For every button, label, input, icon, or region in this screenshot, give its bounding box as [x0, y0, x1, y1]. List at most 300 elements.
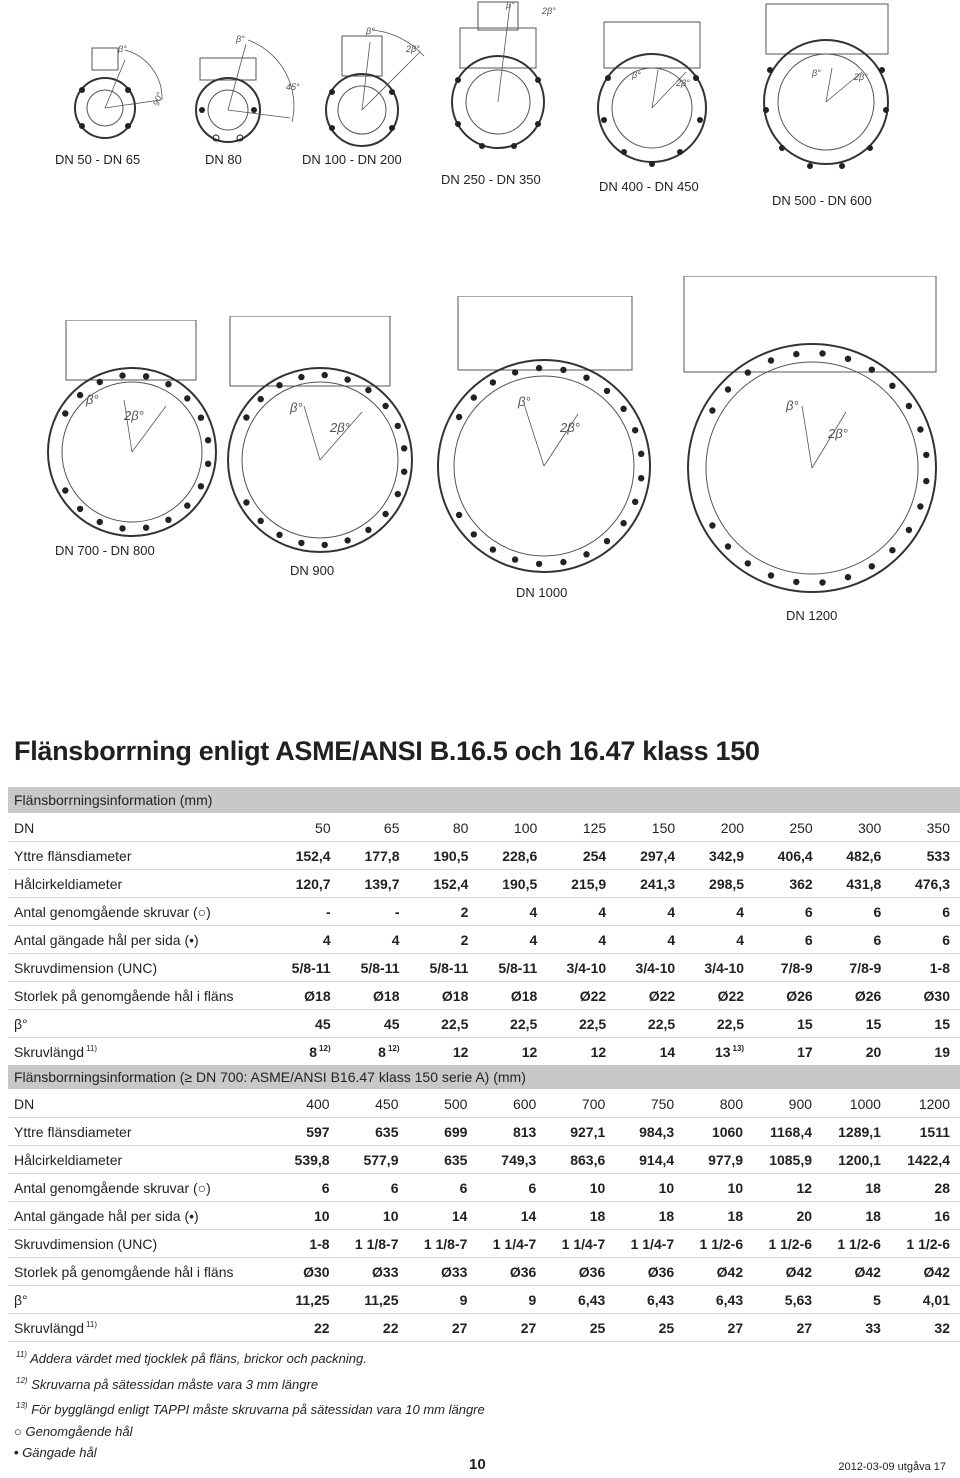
diagram-label-dn80: DN 80	[205, 152, 242, 167]
table-cell: -	[333, 898, 402, 926]
table-cell: 10	[676, 1174, 745, 1202]
table-cell: 6	[263, 1174, 331, 1202]
bolt-hole	[604, 388, 610, 394]
row-label: Skruvdimension (UNC)	[8, 954, 264, 982]
bolt-hole	[401, 469, 407, 475]
page-number: 10	[469, 1456, 486, 1473]
table-cell: 476,3	[883, 870, 960, 898]
table-cell: 45	[264, 1010, 333, 1038]
bolt-hole	[119, 525, 125, 531]
bolt-hole	[845, 574, 851, 580]
table-cell: 152,4	[264, 842, 333, 870]
bolt-hole	[620, 520, 626, 526]
bolt-hole	[344, 376, 350, 382]
table-cell: 1 1/2-6	[745, 1230, 814, 1258]
table-cell: 6	[883, 926, 960, 954]
table-cell: 4	[677, 898, 746, 926]
table-cell: 10	[607, 1174, 676, 1202]
beta-label: β°	[290, 400, 303, 415]
table-cell: 362	[746, 870, 815, 898]
bolt-hole	[906, 527, 912, 533]
table-cell: 152,4	[402, 870, 471, 898]
bolt-hole	[77, 506, 83, 512]
diagram-label-dn500-600: DN 500 - DN 600	[772, 193, 872, 208]
bolt-hole	[165, 381, 171, 387]
table-cell: 577,9	[332, 1146, 401, 1174]
table-cell: Ø26	[815, 982, 884, 1010]
table-cell: Ø33	[401, 1258, 470, 1286]
bolt-hole	[143, 525, 149, 531]
table-cell: 1060	[676, 1118, 745, 1146]
table-cell: 3/4-10	[539, 954, 608, 982]
bolt-hole	[725, 386, 731, 392]
table-cell: Ø36	[607, 1258, 676, 1286]
table-cell: 3/4-10	[608, 954, 677, 982]
row-label: Skruvlängd $^{11)}$	[8, 1038, 264, 1066]
table-cell: 18	[676, 1202, 745, 1230]
table-cell: 22	[263, 1314, 331, 1342]
two-beta-label: 2β°	[124, 408, 144, 423]
valve-drawing-dn100-200	[310, 22, 430, 152]
table-cell: 11,25	[263, 1286, 331, 1314]
table-cell: 1200,1	[814, 1146, 883, 1174]
table-cell: 7/8-9	[815, 954, 884, 982]
table-row	[8, 842, 960, 870]
bolt-hole	[819, 350, 825, 356]
table-cell: 12	[402, 1038, 471, 1066]
bolt-hole	[583, 551, 589, 557]
table-cell: 22,5	[608, 1010, 677, 1038]
bolt-hole	[322, 542, 328, 548]
table-cell: 1000	[814, 1090, 883, 1118]
beta-label: β°	[518, 394, 531, 409]
diagram-label-dn400-450: DN 400 - DN 450	[599, 179, 699, 194]
table-cell: 4	[470, 898, 539, 926]
table-cell: 80	[402, 814, 471, 842]
bolt-hole	[845, 356, 851, 362]
table-cell: 482,6	[815, 842, 884, 870]
beta-label: β°	[236, 34, 245, 44]
table-header: Flänsborrningsinformation (≥ DN 700: ASME/ANSI B16.47 klass 150 serie A) (mm)	[8, 1065, 960, 1090]
table-cell: 228,6	[470, 842, 539, 870]
row-label: Skruvdimension (UNC)	[8, 1230, 263, 1258]
diagram-label-dn700-800: DN 700 - DN 800	[55, 543, 155, 558]
bolt-hole	[298, 540, 304, 546]
bolt-hole	[62, 410, 68, 416]
table-cell: 1168,4	[745, 1118, 814, 1146]
bolt-hole	[536, 561, 542, 567]
table-row	[8, 1202, 960, 1230]
bolt-hole	[560, 559, 566, 565]
valve-drawing-dn700-800	[40, 320, 230, 540]
table-cell: 200	[677, 814, 746, 842]
bolt-hole	[395, 491, 401, 497]
table-cell: 927,1	[538, 1118, 607, 1146]
bolt-hole	[512, 556, 518, 562]
bolt-hole	[258, 518, 264, 524]
table-cell: 6,43	[676, 1286, 745, 1314]
table-cell: 5/8-11	[470, 954, 539, 982]
table-cell: 10	[263, 1202, 331, 1230]
row-label: Hålcirkeldiameter	[8, 1146, 263, 1174]
legend-threaded-hole: • Gängade hål	[14, 1445, 97, 1460]
table-cell: 4	[539, 926, 608, 954]
beta-label: β°	[506, 0, 515, 10]
table-row	[8, 982, 960, 1010]
bolt-hole	[62, 487, 68, 493]
table-cell: 17	[746, 1038, 815, 1066]
bolt-hole	[889, 547, 895, 553]
table-cell: 699	[401, 1118, 470, 1146]
table-cell: 3/4-10	[677, 954, 746, 982]
table-cell: 241,3	[608, 870, 677, 898]
angle-label: 90°	[150, 90, 166, 108]
bolt-hole	[198, 483, 204, 489]
table-cell: 10	[332, 1202, 401, 1230]
table-cell: 6	[401, 1174, 470, 1202]
bolt-hole	[382, 511, 388, 517]
bolt-hole	[745, 560, 751, 566]
angle-label: 45°	[286, 82, 300, 92]
bolt-hole	[512, 369, 518, 375]
table-cell: 215,9	[539, 870, 608, 898]
table-cell: 4	[677, 926, 746, 954]
bolt-hole	[583, 375, 589, 381]
table-cell: 27	[745, 1314, 814, 1342]
table-cell: 749,3	[469, 1146, 538, 1174]
valve-drawing-dn50-65	[70, 30, 180, 150]
table-row	[8, 1258, 960, 1286]
table-cell: 5/8-11	[402, 954, 471, 982]
table-cell: 6,43	[607, 1286, 676, 1314]
table-cell: 1-8	[883, 954, 960, 982]
table-row	[8, 926, 960, 954]
valve-drawing-dn900	[226, 316, 416, 556]
table-cell: 177,8	[333, 842, 402, 870]
beta-label: β°	[86, 392, 99, 407]
table-cell: 254	[539, 842, 608, 870]
row-label: DN	[8, 814, 264, 842]
table-cell: 342,9	[677, 842, 746, 870]
bolt-hole	[471, 531, 477, 537]
bolt-hole	[471, 394, 477, 400]
table-cell: 350	[883, 814, 960, 842]
table-cell: 20	[745, 1202, 814, 1230]
table-cell: 5/8-11	[264, 954, 333, 982]
table-cell: 22,5	[539, 1010, 608, 1038]
table-cell: 2	[402, 898, 471, 926]
table-cell: 120,7	[264, 870, 333, 898]
bolt-hole	[906, 403, 912, 409]
table-cell: 6	[469, 1174, 538, 1202]
table-cell: 190,5	[402, 842, 471, 870]
bolt-hole	[709, 522, 715, 528]
bolt-hole	[869, 563, 875, 569]
bolt-hole	[923, 478, 929, 484]
bolt-hole	[322, 372, 328, 378]
table-cell: 50	[264, 814, 333, 842]
table-cell: 1200	[883, 1090, 960, 1118]
table-cell: 18	[814, 1202, 883, 1230]
table-row	[8, 1314, 960, 1342]
row-label: Skruvlängd $^{11)}$	[8, 1314, 263, 1342]
table-row	[8, 1286, 960, 1314]
bolt-hole	[768, 572, 774, 578]
table-cell: 11,25	[332, 1286, 401, 1314]
diagram-label-dn1200: DN 1200	[786, 608, 838, 623]
table-cell: 914,4	[607, 1146, 676, 1174]
bolt-hole	[923, 452, 929, 458]
row-label: Antal genomgående skruvar (○)	[8, 898, 264, 926]
bolt-hole	[709, 407, 715, 413]
valve-drawing-dn400-450	[590, 20, 720, 170]
bolt-hole	[725, 543, 731, 549]
bolt-hole	[536, 365, 542, 371]
table-cell: 32	[883, 1314, 960, 1342]
table-cell: 863,6	[538, 1146, 607, 1174]
row-label: β°	[8, 1286, 263, 1314]
table-cell: Ø33	[332, 1258, 401, 1286]
table-cell: 533	[883, 842, 960, 870]
beta-label: β°	[786, 398, 799, 413]
table-cell: 28	[883, 1174, 960, 1202]
table-cell: 1 1/4-7	[607, 1230, 676, 1258]
flange-table-small	[8, 787, 960, 1066]
bolt-hole	[77, 392, 83, 398]
table-cell: 1-8	[263, 1230, 331, 1258]
table-cell: 7/8-9	[746, 954, 815, 982]
table-cell: 298,5	[677, 870, 746, 898]
table-row	[8, 1230, 960, 1258]
table-cell: 6	[883, 898, 960, 926]
table-cell: 6	[815, 926, 884, 954]
table-cell: 4	[608, 926, 677, 954]
table-cell: Ø42	[676, 1258, 745, 1286]
beta-label: β°	[632, 70, 641, 80]
footnote-13: $^{13)}$ För bygglängd enligt TAPPI måste skruvarna på sätessidan vara 10 mm längre	[16, 1401, 485, 1417]
bolt-hole	[793, 351, 799, 357]
bolt-hole	[298, 374, 304, 380]
table-cell: 5/8-11	[333, 954, 402, 982]
table-cell: 15	[746, 1010, 815, 1038]
table-cell: 12	[539, 1038, 608, 1066]
bolt-hole	[243, 414, 249, 420]
bolt-hole	[638, 451, 644, 457]
table-cell: 9	[469, 1286, 538, 1314]
table-row	[8, 1090, 960, 1118]
table-cell: Ø42	[745, 1258, 814, 1286]
valve-drawing-dn1000	[428, 296, 658, 586]
table-cell: 22,5	[677, 1010, 746, 1038]
page-title: Flänsborrning enligt ASME/ANSI B.16.5 och 16.47 klass 150	[14, 736, 760, 766]
table-cell: 9	[401, 1286, 470, 1314]
table-cell: 10	[538, 1174, 607, 1202]
bolt-hole	[768, 357, 774, 363]
table-cell: 406,4	[746, 842, 815, 870]
bolt-hole	[917, 426, 923, 432]
table-row	[8, 954, 960, 982]
table-cell: 100	[470, 814, 539, 842]
bolt-hole	[143, 373, 149, 379]
bolt-hole	[819, 579, 825, 585]
row-label: Hålcirkeldiameter	[8, 870, 264, 898]
table-cell: 13 $^{13)}$	[677, 1038, 746, 1066]
table-cell: Ø18	[264, 982, 333, 1010]
bolt-hole	[365, 527, 371, 533]
table-cell: 190,5	[470, 870, 539, 898]
bolt-hole	[205, 461, 211, 467]
table-cell: 431,8	[815, 870, 884, 898]
bolt-hole	[382, 403, 388, 409]
table-cell: Ø26	[746, 982, 815, 1010]
two-beta-label: 2β°	[854, 72, 868, 82]
table-row	[8, 1010, 960, 1038]
table-cell: 14	[469, 1202, 538, 1230]
two-beta-label: 2β°	[330, 420, 350, 435]
row-label: Antal gängade hål per sida (•)	[8, 1202, 263, 1230]
table-cell: 1422,4	[883, 1146, 960, 1174]
table-cell: 22	[332, 1314, 401, 1342]
table-cell: 16	[883, 1202, 960, 1230]
table-cell: 635	[332, 1118, 401, 1146]
table-cell: 250	[746, 814, 815, 842]
table-cell: 635	[401, 1146, 470, 1174]
table-row	[8, 1038, 960, 1066]
bolt-hole	[401, 445, 407, 451]
table-cell: 1 1/8-7	[332, 1230, 401, 1258]
bolt-hole	[165, 517, 171, 523]
table-cell: 14	[608, 1038, 677, 1066]
table-cell: Ø22	[608, 982, 677, 1010]
table-cell: 33	[814, 1314, 883, 1342]
table-cell: 6	[332, 1174, 401, 1202]
table-cell: 18	[607, 1202, 676, 1230]
bolt-hole	[638, 475, 644, 481]
table-row	[8, 814, 960, 842]
table-cell: 18	[538, 1202, 607, 1230]
table-cell: 4	[264, 926, 333, 954]
table-cell: 45	[333, 1010, 402, 1038]
beta-label: β°	[118, 44, 127, 54]
table-cell: 27	[469, 1314, 538, 1342]
bolt-hole	[456, 414, 462, 420]
table-cell: 597	[263, 1118, 331, 1146]
row-label: DN	[8, 1090, 263, 1118]
table-cell: Ø42	[814, 1258, 883, 1286]
table-cell: 18	[814, 1174, 883, 1202]
bolt-hole	[889, 383, 895, 389]
table-cell: 300	[815, 814, 884, 842]
table-cell: 1 1/4-7	[538, 1230, 607, 1258]
two-beta-label: 2β°	[560, 420, 580, 435]
table-cell: 19	[883, 1038, 960, 1066]
table-cell: 600	[469, 1090, 538, 1118]
row-label: β°	[8, 1010, 264, 1038]
row-label: Antal genomgående skruvar (○)	[8, 1174, 263, 1202]
table-cell: 1 1/2-6	[814, 1230, 883, 1258]
bolt-hole	[119, 372, 125, 378]
table-cell: 1 1/2-6	[676, 1230, 745, 1258]
footnote-11: $^{11)}$ Addera värdet med tjocklek på fläns, brickor och packning.	[16, 1350, 367, 1366]
table-cell: 1 1/2-6	[883, 1230, 960, 1258]
bolt-hole	[198, 415, 204, 421]
bolt-hole	[490, 379, 496, 385]
row-label: Storlek på genomgående hål i fläns	[8, 982, 264, 1010]
two-beta-label: 2β°	[828, 426, 848, 441]
diagram-label-dn100-200: DN 100 - DN 200	[302, 152, 402, 167]
table-cell: 12	[470, 1038, 539, 1066]
flange-table-large	[8, 1065, 960, 1342]
table-cell: Ø36	[538, 1258, 607, 1286]
table-cell: Ø18	[402, 982, 471, 1010]
table-cell: Ø30	[263, 1258, 331, 1286]
diagram-label-dn900: DN 900	[290, 563, 335, 578]
bolt-hole	[276, 532, 282, 538]
table-header: Flänsborrningsinformation (mm)	[8, 787, 960, 814]
table-row	[8, 1174, 960, 1202]
table-cell: 2	[402, 926, 471, 954]
diagram-label-dn50-65: DN 50 - DN 65	[55, 152, 141, 167]
table-cell: 25	[538, 1314, 607, 1342]
table-cell: 150	[608, 814, 677, 842]
table-cell: 800	[676, 1090, 745, 1118]
table-cell: 15	[815, 1010, 884, 1038]
bolt-hole	[258, 396, 264, 402]
two-beta-label: 2β°	[406, 44, 420, 54]
table-cell: 4	[333, 926, 402, 954]
table-row	[8, 870, 960, 898]
table-cell: 25	[607, 1314, 676, 1342]
table-cell: 984,3	[607, 1118, 676, 1146]
beta-label: β°	[366, 26, 375, 36]
row-label: Storlek på genomgående hål i fläns	[8, 1258, 263, 1286]
table-cell: 22,5	[470, 1010, 539, 1038]
table-cell: 400	[263, 1090, 331, 1118]
table-cell: 1 1/4-7	[469, 1230, 538, 1258]
table-cell: 900	[745, 1090, 814, 1118]
bolt-hole	[490, 546, 496, 552]
bolt-hole	[243, 499, 249, 505]
table-cell: 27	[676, 1314, 745, 1342]
table-cell: 6	[746, 926, 815, 954]
diagram-label-dn1000: DN 1000	[516, 585, 568, 600]
row-label: Antal gängade hål per sida (•)	[8, 926, 264, 954]
table-cell: 4	[539, 898, 608, 926]
bolt-hole	[97, 519, 103, 525]
table-cell: Ø30	[883, 982, 960, 1010]
table-row	[8, 898, 960, 926]
table-cell: 700	[538, 1090, 607, 1118]
table-cell: Ø36	[469, 1258, 538, 1286]
bolt-hole	[205, 437, 211, 443]
table-cell: Ø22	[677, 982, 746, 1010]
beta-label: β°	[812, 68, 821, 78]
table-cell: 6	[746, 898, 815, 926]
table-cell: 15	[883, 1010, 960, 1038]
table-cell: 125	[539, 814, 608, 842]
bolt-hole	[395, 423, 401, 429]
bolt-hole	[620, 406, 626, 412]
diagram-label-dn250-350: DN 250 - DN 350	[441, 172, 541, 187]
table-row	[8, 1118, 960, 1146]
table-cell: 14	[401, 1202, 470, 1230]
bolt-hole	[632, 427, 638, 433]
table-cell: Ø22	[539, 982, 608, 1010]
table-cell: 1 1/8-7	[401, 1230, 470, 1258]
table-cell: 1085,9	[745, 1146, 814, 1174]
table-cell: 27	[401, 1314, 470, 1342]
bolt-hole	[560, 367, 566, 373]
